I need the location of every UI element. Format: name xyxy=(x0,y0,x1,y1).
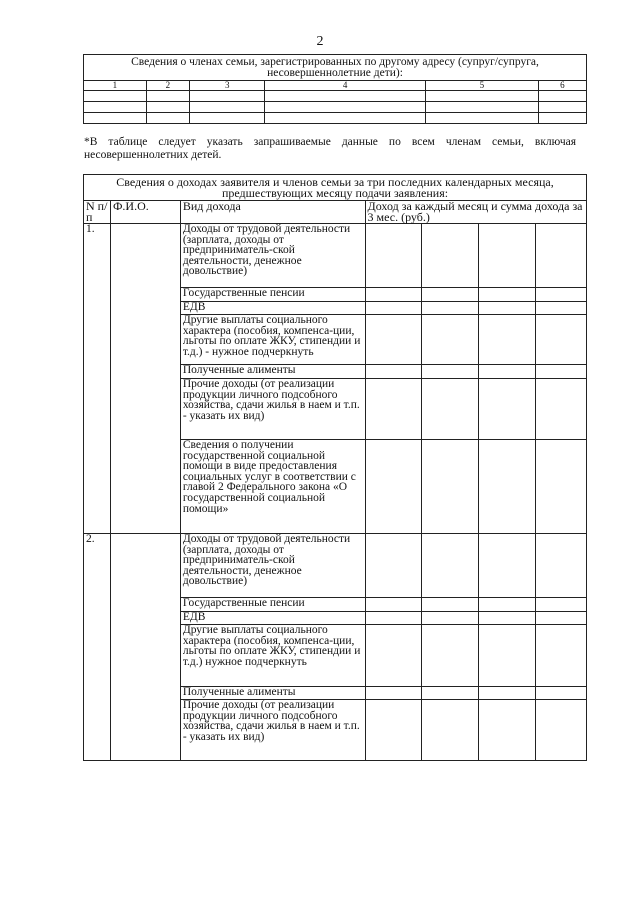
column-number: 1 xyxy=(84,81,147,91)
empty-cell[interactable] xyxy=(146,91,189,102)
amount-cell[interactable] xyxy=(365,612,422,625)
amount-cell[interactable] xyxy=(365,687,422,700)
amount-cell[interactable] xyxy=(479,598,536,612)
empty-cell[interactable] xyxy=(426,102,539,113)
amount-cell[interactable] xyxy=(536,625,587,687)
empty-cell[interactable] xyxy=(265,91,426,102)
empty-cell[interactable] xyxy=(84,102,147,113)
income-type-cell: Государственные пенсии xyxy=(180,598,365,612)
income-type-cell: Другие выплаты социального характера (пособия, компенса-ции, льготы по оплате ЖКУ, стипендии и т.д.) - нужное подчеркнуть xyxy=(180,315,365,365)
empty-cell[interactable] xyxy=(84,91,147,102)
amount-cell[interactable] xyxy=(479,315,536,365)
amount-cell[interactable] xyxy=(536,302,587,315)
empty-cell[interactable] xyxy=(538,102,586,113)
amount-cell[interactable] xyxy=(365,598,422,612)
income-table xyxy=(83,174,587,761)
name-cell[interactable] xyxy=(110,534,180,761)
income-type-cell: Полученные алименты xyxy=(180,687,365,700)
column-number: 4 xyxy=(265,81,426,91)
income-type-cell: ЕДВ xyxy=(180,612,365,625)
header-name: Ф.И.О. xyxy=(110,201,180,224)
amount-cell[interactable] xyxy=(536,365,587,379)
empty-cell[interactable] xyxy=(146,113,189,124)
income-type-cell: Другие выплаты социального характера (пособия, компенса-ции, льготы по оплате ЖКУ, стипендии и т.д.) нужное подчеркнуть xyxy=(180,625,365,687)
amount-cell[interactable] xyxy=(479,440,536,534)
amount-cell[interactable] xyxy=(422,440,479,534)
amount-cell[interactable] xyxy=(479,687,536,700)
amount-cell[interactable] xyxy=(365,700,422,761)
amount-cell[interactable] xyxy=(365,625,422,687)
amount-cell[interactable] xyxy=(422,625,479,687)
amount-cell[interactable] xyxy=(422,224,479,288)
family-members-table xyxy=(83,54,587,124)
family-table-caption: Сведения о членах семьи, зарегистрированных по другому адресу (супруг/супруга, несовершеннолетние дети): xyxy=(84,55,587,81)
amount-cell[interactable] xyxy=(422,700,479,761)
name-cell[interactable] xyxy=(110,224,180,534)
amount-cell[interactable] xyxy=(365,365,422,379)
row-number: 2. xyxy=(84,534,111,761)
amount-cell[interactable] xyxy=(422,379,479,440)
empty-cell[interactable] xyxy=(538,91,586,102)
amount-cell[interactable] xyxy=(365,288,422,302)
amount-cell[interactable] xyxy=(365,379,422,440)
amount-cell[interactable] xyxy=(536,224,587,288)
table-row xyxy=(84,224,587,288)
amount-cell[interactable] xyxy=(536,379,587,440)
amount-cell[interactable] xyxy=(365,440,422,534)
page-number: 2 xyxy=(316,34,324,49)
amount-cell[interactable] xyxy=(536,687,587,700)
income-type-cell: Полученные алименты xyxy=(180,365,365,379)
amount-cell[interactable] xyxy=(536,612,587,625)
column-number: 5 xyxy=(426,81,539,91)
table-row xyxy=(84,534,587,598)
empty-cell[interactable] xyxy=(426,91,539,102)
amount-cell[interactable] xyxy=(422,288,479,302)
empty-cell[interactable] xyxy=(538,113,586,124)
amount-cell[interactable] xyxy=(422,365,479,379)
income-type-cell: Доходы от трудовой деятельности (зарплата, доходы от предприниматель-ской деятельности, денежное довольствие) xyxy=(180,224,365,288)
amount-cell[interactable] xyxy=(422,534,479,598)
header-num: N п/п xyxy=(84,201,111,224)
table-row xyxy=(84,91,587,102)
table-row xyxy=(84,113,587,124)
income-type-cell: Прочие доходы (от реализации продукции личного подсобного хозяйства, сдачи жилья в наем и т.п. - указать их вид) xyxy=(180,700,365,761)
amount-cell[interactable] xyxy=(365,224,422,288)
amount-cell[interactable] xyxy=(422,598,479,612)
empty-cell[interactable] xyxy=(265,102,426,113)
amount-cell[interactable] xyxy=(422,612,479,625)
header-income-type: Вид дохода xyxy=(180,201,365,224)
amount-cell[interactable] xyxy=(365,302,422,315)
amount-cell[interactable] xyxy=(422,302,479,315)
empty-cell[interactable] xyxy=(190,113,265,124)
amount-cell[interactable] xyxy=(536,440,587,534)
amount-cell[interactable] xyxy=(536,598,587,612)
empty-cell[interactable] xyxy=(426,113,539,124)
income-type-cell: Государственные пенсии xyxy=(180,288,365,302)
amount-cell[interactable] xyxy=(365,315,422,365)
amount-cell[interactable] xyxy=(479,288,536,302)
income-type-cell: ЕДВ xyxy=(180,302,365,315)
amount-cell[interactable] xyxy=(422,687,479,700)
amount-cell[interactable] xyxy=(479,534,536,598)
empty-cell[interactable] xyxy=(190,91,265,102)
income-table-caption: Сведения о доходах заявителя и членов семьи за три последних календарных месяца, предшествующих месяцу подачи заявления: xyxy=(84,175,587,201)
table-row xyxy=(84,102,587,113)
table-footnote: *В таблице следует указать запрашиваемые данные по всем членам семьи, включая несовершеннолетних детей. xyxy=(84,136,576,161)
amount-cell[interactable] xyxy=(365,534,422,598)
amount-cell[interactable] xyxy=(536,534,587,598)
empty-cell[interactable] xyxy=(84,113,147,124)
amount-cell[interactable] xyxy=(479,379,536,440)
amount-cell[interactable] xyxy=(536,288,587,302)
amount-cell[interactable] xyxy=(479,302,536,315)
income-type-cell: Доходы от трудовой деятельности (зарплата, доходы от предприниматель-ской деятельности, денежное довольствие) xyxy=(180,534,365,598)
header-amount: Доход за каждый месяц и сумма дохода за 3 мес. (руб.) xyxy=(365,201,586,224)
empty-cell[interactable] xyxy=(146,102,189,113)
amount-cell[interactable] xyxy=(479,625,536,687)
amount-cell[interactable] xyxy=(479,612,536,625)
column-number: 6 xyxy=(538,81,586,91)
row-number: 1. xyxy=(84,224,111,534)
amount-cell[interactable] xyxy=(479,224,536,288)
amount-cell[interactable] xyxy=(536,315,587,365)
column-number: 2 xyxy=(146,81,189,91)
income-type-cell: Сведения о получении государственной социальной помощи в виде предоставления социальных услуг в соответствии с главой 2 Федерального закона «О государственной социальной помощи» xyxy=(180,440,365,534)
amount-cell[interactable] xyxy=(479,365,536,379)
amount-cell[interactable] xyxy=(422,315,479,365)
column-number: 3 xyxy=(190,81,265,91)
income-type-cell: Прочие доходы (от реализации продукции личного подсобного хозяйства, сдачи жилья в наем и т.п. - указать их вид) xyxy=(180,379,365,440)
empty-cell[interactable] xyxy=(190,102,265,113)
amount-cell[interactable] xyxy=(479,700,536,761)
amount-cell[interactable] xyxy=(536,700,587,761)
empty-cell[interactable] xyxy=(265,113,426,124)
